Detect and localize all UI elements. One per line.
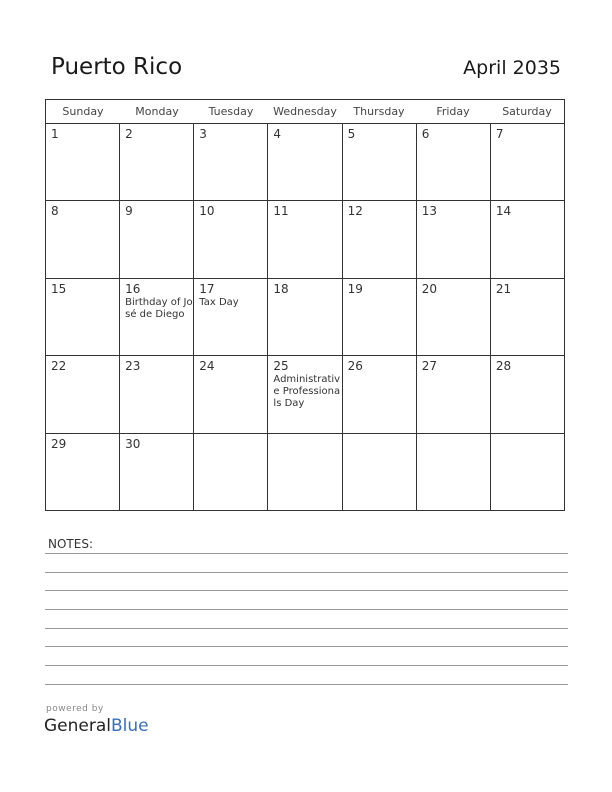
week-row xyxy=(46,356,564,433)
logo-blue-text: Blue xyxy=(111,716,149,736)
day-cell xyxy=(343,201,417,277)
day-cell xyxy=(343,434,417,511)
day-number: 28 xyxy=(495,359,512,374)
day-cell xyxy=(46,201,120,277)
day-number: 29 xyxy=(51,436,67,451)
day-cell xyxy=(417,434,491,511)
day-number: 19 xyxy=(347,281,363,296)
day-cell xyxy=(491,356,564,432)
note-line xyxy=(45,684,568,685)
day-cell xyxy=(268,124,342,200)
day-number: 22 xyxy=(51,359,67,374)
day-cell xyxy=(491,434,564,511)
day-number: 26 xyxy=(347,359,363,374)
day-cell xyxy=(491,124,564,200)
day-number: 23 xyxy=(125,359,141,374)
day-cell xyxy=(417,279,491,355)
day-cell xyxy=(46,124,120,200)
weekday-header-row xyxy=(46,100,564,124)
note-line xyxy=(45,609,568,610)
notes-label: NOTES: xyxy=(48,537,93,551)
note-line xyxy=(45,628,568,629)
day-number: 25 xyxy=(273,359,289,374)
weekday-header: Saturday xyxy=(502,105,552,118)
note-line xyxy=(45,665,568,666)
day-number: 15 xyxy=(51,281,67,296)
holiday-event: Tax Day xyxy=(199,296,239,308)
week-row xyxy=(46,124,564,201)
note-line xyxy=(45,553,568,554)
day-number: 12 xyxy=(347,204,363,219)
day-number: 18 xyxy=(273,281,289,296)
day-number: 11 xyxy=(273,204,289,219)
weekday-header: Friday xyxy=(436,105,470,118)
day-number: 4 xyxy=(273,127,282,141)
day-cell xyxy=(343,124,417,200)
week-row xyxy=(46,279,564,356)
day-cell xyxy=(120,356,194,432)
day-cell xyxy=(46,434,120,511)
week-row xyxy=(46,434,564,511)
day-cell xyxy=(491,201,564,277)
logo-general-text: General xyxy=(44,716,111,736)
day-number: 20 xyxy=(421,281,437,296)
day-cell xyxy=(120,201,194,277)
week-row xyxy=(46,201,564,278)
weekday-header: Sunday xyxy=(62,105,104,118)
powered-by-text: powered by xyxy=(46,704,104,714)
day-cell xyxy=(417,124,491,200)
day-number: 7 xyxy=(495,127,504,141)
note-line xyxy=(45,572,568,573)
day-number: 10 xyxy=(199,204,215,219)
note-line xyxy=(45,646,568,647)
day-cell xyxy=(417,356,491,432)
holiday-event: Birthday of José de Diego xyxy=(125,296,193,320)
calendar-country-title: Puerto Rico xyxy=(51,54,183,80)
day-cell xyxy=(194,279,268,355)
day-number: 6 xyxy=(421,127,430,141)
day-cell xyxy=(120,434,194,511)
day-number: 8 xyxy=(51,204,59,219)
weekday-header: Monday xyxy=(135,105,179,118)
weekday-header: Thursday xyxy=(353,105,405,118)
day-number: 24 xyxy=(199,359,215,374)
day-cell xyxy=(194,356,268,432)
day-number: 17 xyxy=(199,281,215,296)
day-cell xyxy=(417,201,491,277)
day-number: 27 xyxy=(421,359,437,374)
day-number: 21 xyxy=(495,281,512,296)
day-cell xyxy=(268,201,342,277)
day-number: 1 xyxy=(51,127,59,141)
day-cell xyxy=(120,279,194,355)
weeks-container xyxy=(46,124,564,511)
day-number: 9 xyxy=(125,204,133,219)
day-cell xyxy=(46,279,120,355)
calendar-month-title: April 2035 xyxy=(463,57,561,79)
day-number: 16 xyxy=(125,281,141,296)
day-cell xyxy=(194,434,268,511)
day-cell xyxy=(268,279,342,355)
day-number: 13 xyxy=(421,204,437,219)
weekday-header: Wednesday xyxy=(273,105,337,118)
day-cell xyxy=(491,279,564,355)
day-number: 5 xyxy=(347,127,356,141)
calendar-grid xyxy=(45,99,565,511)
day-cell xyxy=(268,434,342,511)
day-cell xyxy=(120,124,194,200)
day-cell xyxy=(46,356,120,432)
day-number: 30 xyxy=(125,436,141,451)
holiday-event: Administrative Professionals Day xyxy=(273,374,341,410)
day-number: 2 xyxy=(125,127,133,141)
day-cell xyxy=(194,201,268,277)
day-number: 3 xyxy=(199,127,207,141)
weekday-header: Tuesday xyxy=(208,105,254,118)
day-cell xyxy=(194,124,268,200)
day-cell xyxy=(343,279,417,355)
generalblue-logo xyxy=(44,716,149,736)
note-line xyxy=(45,590,568,591)
day-number: 14 xyxy=(495,204,512,219)
day-cell xyxy=(343,356,417,432)
day-cell xyxy=(268,356,342,432)
